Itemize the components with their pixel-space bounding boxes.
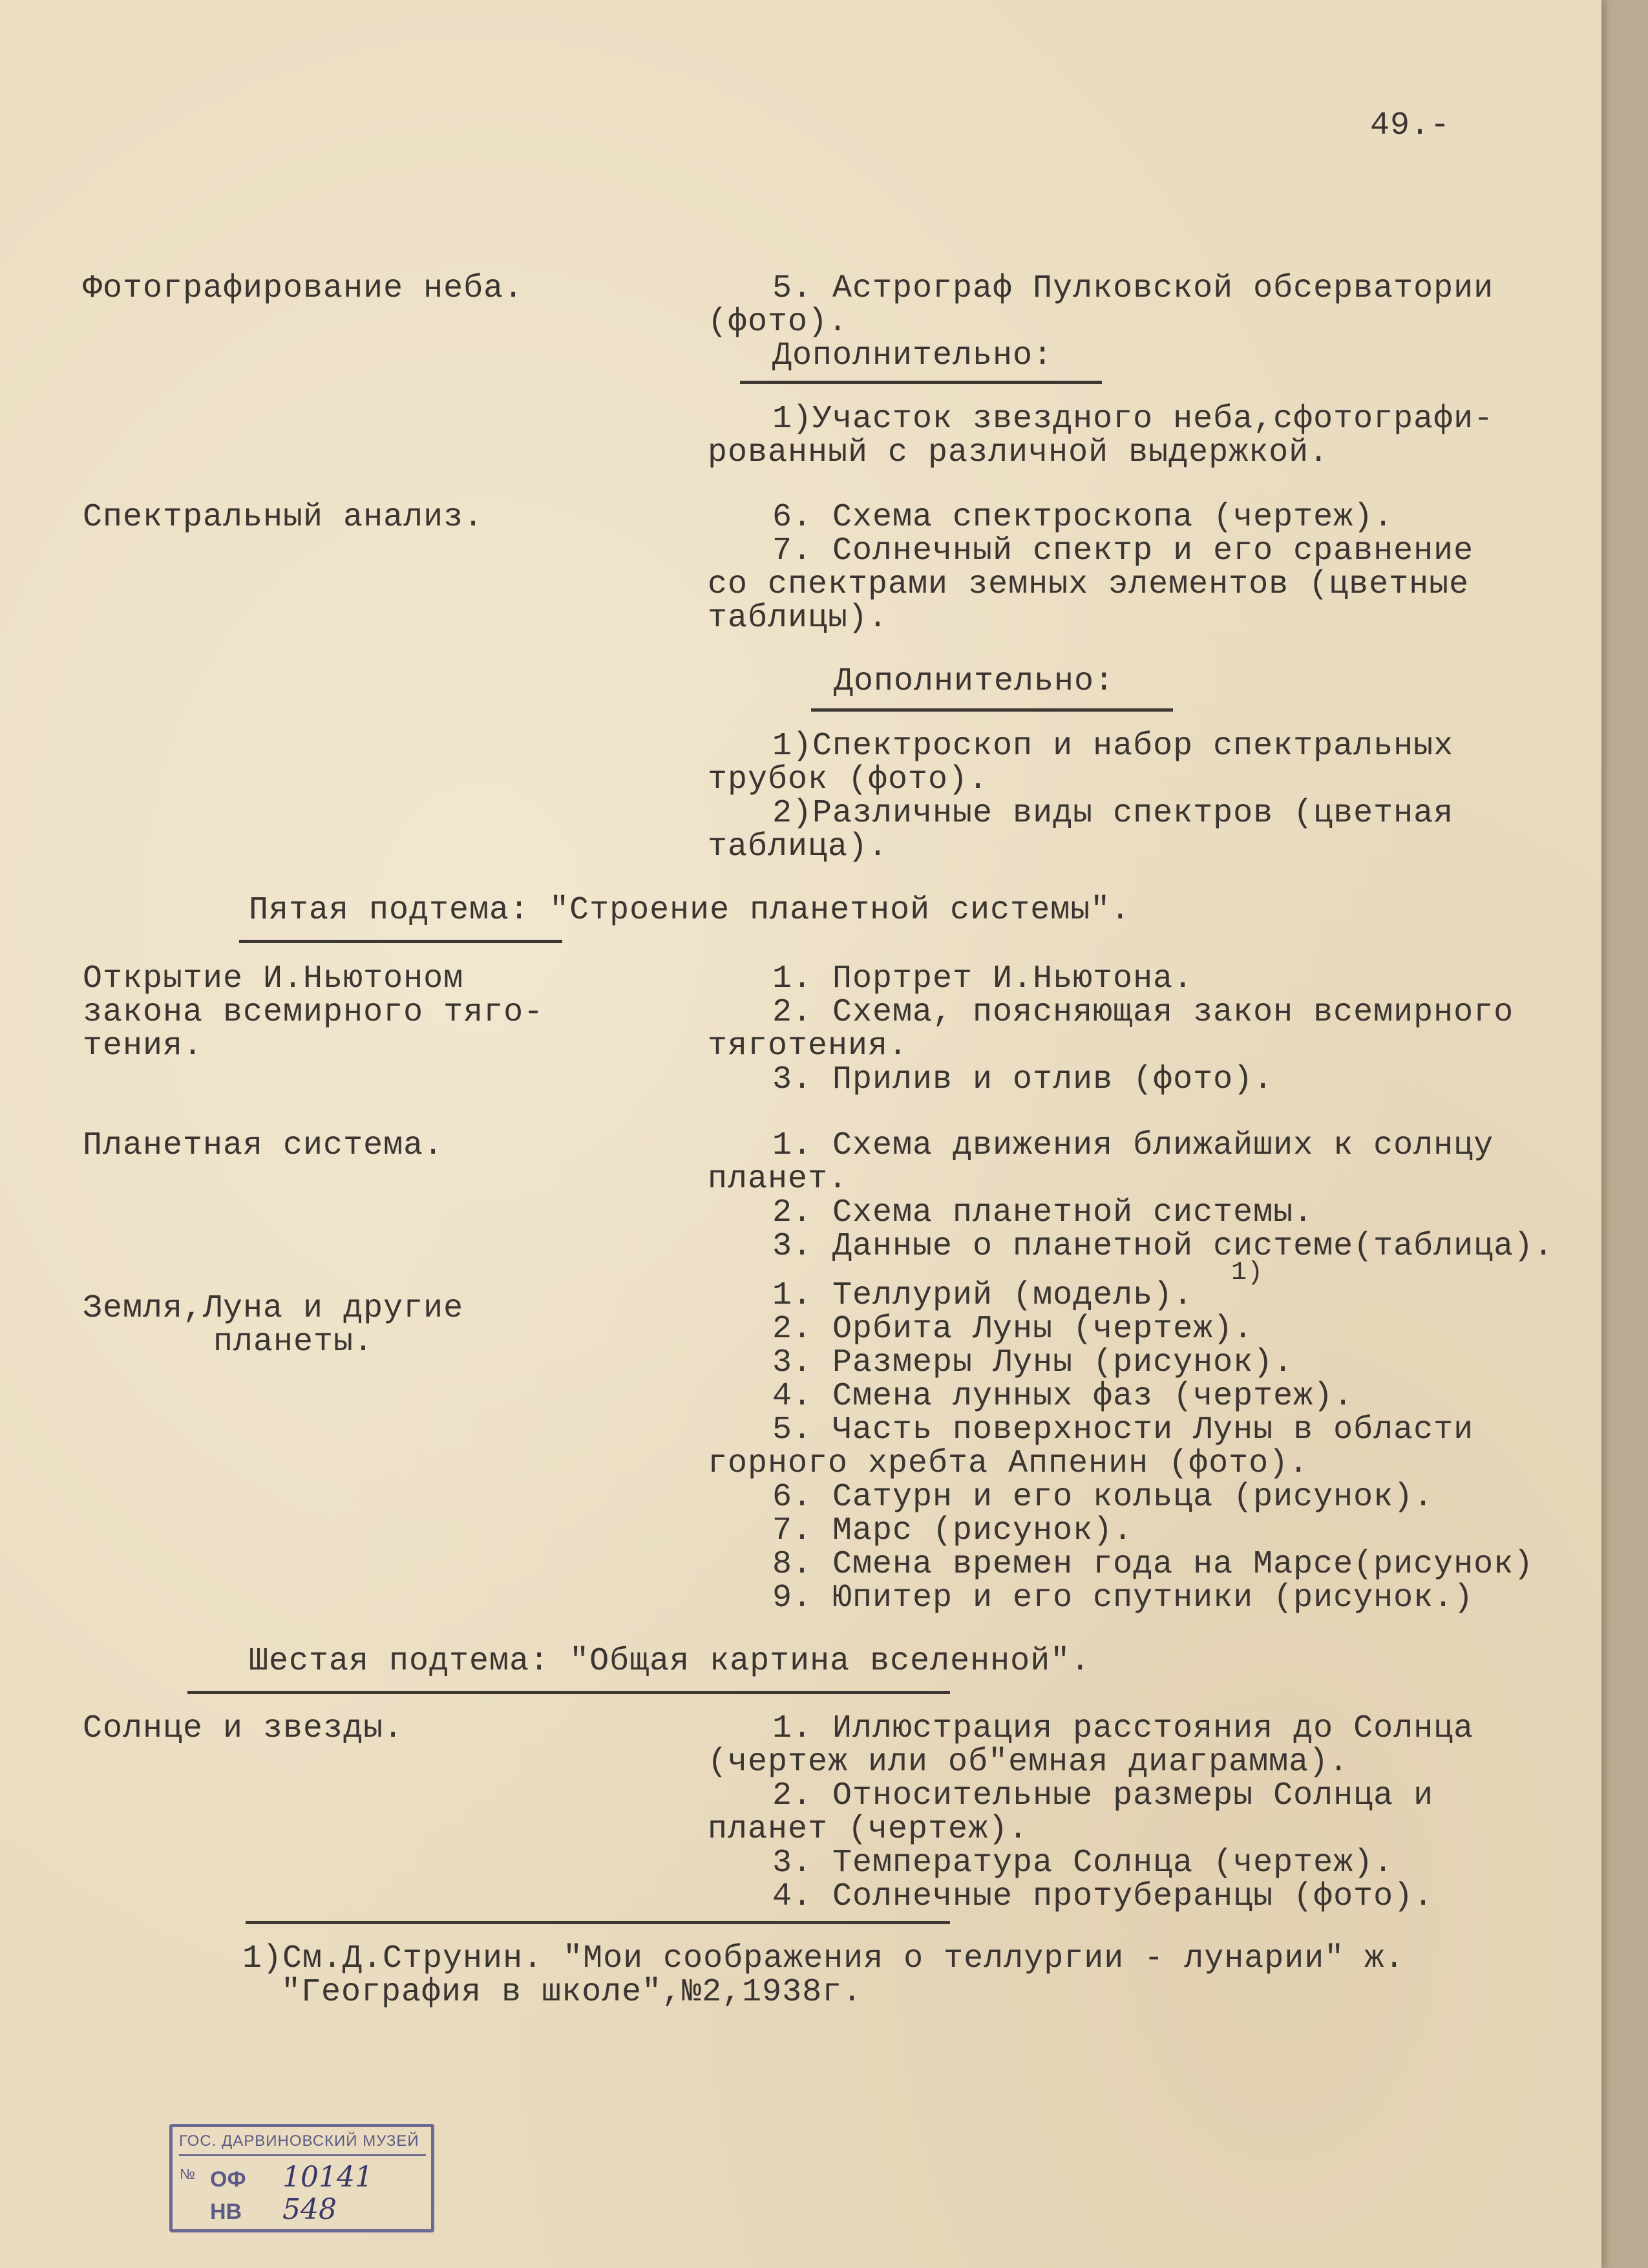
item-line: 2. Схема планетной системы.: [772, 1194, 1314, 1231]
extra-item-line: 1)Участок звездного неба,сфотографи-: [772, 401, 1494, 438]
topic-earth-moon: планеты.: [213, 1324, 374, 1361]
item-line: горного хребта Аппенин (фото).: [708, 1445, 1309, 1482]
topic-planet-system: Планетная система.: [83, 1127, 444, 1164]
extra-item-line: рованный с различной выдержкой.: [708, 434, 1329, 471]
topic-spectral-analysis: Спектральный анализ.: [83, 499, 484, 536]
item-line: 3. Данные о планетной системе(таблица).: [772, 1228, 1554, 1265]
stamp-label-of: ОФ: [210, 2167, 246, 2192]
item-line: 7. Марс (рисунок).: [772, 1512, 1134, 1549]
item-line: 9. Юпитер и его спутники (рисунок.): [772, 1580, 1474, 1616]
extra-item-line: 1)Спектроскоп и набор спектральных: [772, 728, 1454, 765]
extra-heading: Дополнительно:: [834, 663, 1115, 700]
topic-sun-stars: Солнце и звезды.: [83, 1710, 404, 1747]
item-line: планет.: [708, 1161, 849, 1198]
stamp-value-nv: 548: [282, 2193, 337, 2226]
footnote-line: "География в школе",№2,1938г.: [281, 1974, 863, 2011]
topic-newton: Открытие И.Ньютоном: [83, 960, 464, 997]
item-line: 1. Иллюстрация расстояния до Солнца: [772, 1710, 1474, 1747]
page-number: 49.-: [1370, 107, 1451, 144]
item-line: 4. Смена лунных фаз (чертеж).: [772, 1378, 1354, 1415]
item-line: тяготения.: [708, 1028, 909, 1065]
stamp-label-nv: НВ: [210, 2199, 242, 2224]
footnote-mark: 1): [1231, 1258, 1264, 1288]
footnote-separator: [246, 1921, 950, 1924]
extra-item-line: трубок (фото).: [708, 761, 989, 798]
item-line: 1. Портрет И.Ньютона.: [772, 960, 1194, 997]
item-line: 5. Часть поверхности Луны в области: [772, 1412, 1474, 1448]
item-line: со спектрами земных элементов (цветные: [708, 566, 1470, 603]
item-line: 1. Схема движения ближайших к солнцу: [772, 1127, 1494, 1164]
item-line: 5. Астрограф Пулковской обсерватории: [772, 270, 1494, 307]
item-line: 6. Сатурн и его кольца (рисунок).: [772, 1479, 1434, 1516]
extra-item-line: 2)Различные виды спектров (цветная: [772, 795, 1454, 832]
item-line: 2. Орбита Луны (чертеж).: [772, 1311, 1254, 1348]
museum-stamp: [169, 2124, 434, 2232]
item-line: 4. Солнечные протуберанцы (фото).: [772, 1878, 1434, 1915]
item-line: (чертеж или об"емная диаграмма).: [708, 1744, 1349, 1781]
item-line: 7. Солнечный спектр и его сравнение: [772, 533, 1474, 569]
stamp-value-of: 10141: [282, 2161, 373, 2194]
item-line: таблицы).: [708, 600, 889, 637]
topic-earth-moon: Земля,Луна и другие: [83, 1290, 464, 1327]
item-line: (фото).: [708, 304, 849, 341]
item-line: 6. Схема спектроскопа (чертеж).: [772, 499, 1394, 536]
underline-rule: [187, 1691, 950, 1694]
underline-rule: [811, 708, 1173, 712]
item-line: планет (чертеж).: [708, 1811, 1029, 1848]
item-line: 2. Схема, поясняющая закон всемирного: [772, 994, 1514, 1031]
item-line: 3. Температура Солнца (чертеж).: [772, 1845, 1394, 1881]
underline-rule: [239, 940, 562, 943]
topic-newton: закона всемирного тяго-: [83, 994, 544, 1031]
footnote-line: 1)См.Д.Струнин. "Мои соображения о теллургии - лунарии" ж.: [242, 1940, 1405, 1977]
extra-item-line: таблица).: [708, 829, 889, 865]
topic-photography: Фотографирование неба.: [83, 270, 524, 307]
stamp-side-label: №: [180, 2166, 195, 2182]
item-line: 8. Смена времен года на Марсе(рисунок): [772, 1546, 1534, 1583]
underline-rule: [740, 381, 1102, 384]
item-line: 1. Теллурий (модель).: [772, 1277, 1194, 1314]
extra-heading: Дополнительно:: [772, 337, 1053, 374]
stamp-header: ГОС. ДАРВИНОВСКИЙ МУЗЕЙ: [179, 2132, 426, 2156]
item-line: 3. Размеры Луны (рисунок).: [772, 1344, 1294, 1381]
subtheme-heading: Шестая подтема: "Общая картина вселенной".: [249, 1643, 1091, 1680]
subtheme-heading: Пятая подтема: "Строение планетной системы".: [249, 892, 1131, 929]
item-line: 3. Прилив и отлив (фото).: [772, 1061, 1274, 1098]
topic-newton: тения.: [83, 1028, 204, 1065]
item-line: 2. Относительные размеры Солнца и: [772, 1777, 1434, 1814]
